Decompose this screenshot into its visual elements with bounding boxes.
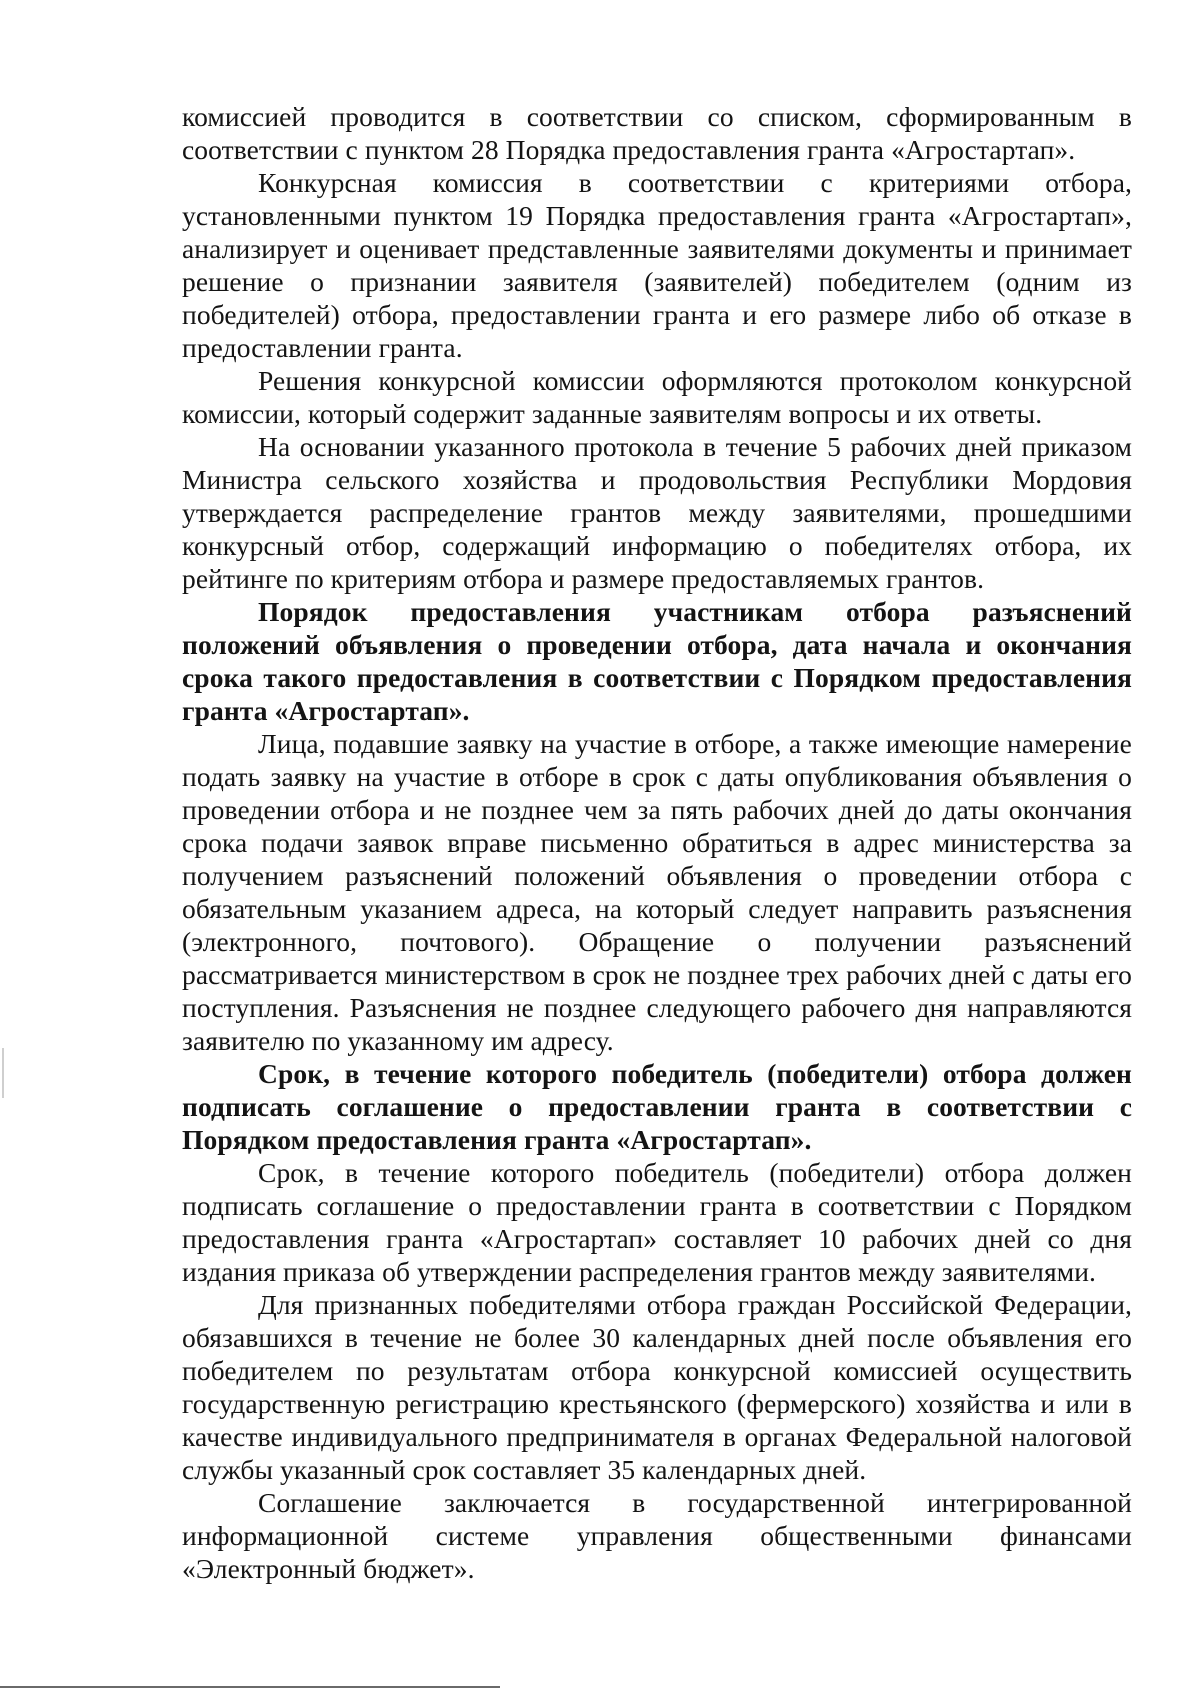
paragraph-clarification-requests: Лица, подавшие заявку на участие в отборе, а также имеющие намерение подать заявку на участие в отборе в срок с даты опубликования объявления о проведении отбора и не позднее чем за пять рабочих дней до даты окончания срока подачи заявок вправе письменно обратиться в адрес министерства за получением разъяснений положений объявления о проведении отбора с обязательным указанием адреса, на который следует направить разъяснения (электронного, почтового). Обращение о получении разъяснений рассматривается министерством в срок не позднее трех рабочих дней с даты его поступления. Разъяснения не позднее следующего рабочего дня направляются заявителю по указанному им адресу.	[182, 728, 1132, 1056]
paragraph-commission-criteria: Конкурсная комиссия в соответствии с критериями отбора, установленными пунктом 19 Порядка предоставления гранта «Агростартап», анализирует и оценивает представленные заявителями документы и принимает решение о признании заявителя (заявителей) победителем (одним из победителей) отбора, предоставлении гранта и его размере либо об отказе в предоставлении гранта.	[182, 167, 1132, 363]
section-heading-agreement-deadline: Срок, в течение которого победитель (победители) отбора должен подписать соглашение о предоставлении гранта в соответствии с Порядком предоставления гранта «Агростартап».	[182, 1058, 1132, 1155]
paragraph-registration-deadline: Для признанных победителями отбора граждан Российской Федерации, обязавшихся в течение не более 30 календарных дней после объявления его победителем по результатам отбора конкурсной комиссией осуществить государственную регистрацию крестьянского (фермерского) хозяйства и или в качестве индивидуального предпринимателя в органах Федеральной налоговой службы указанный срок составляет 35 календарных дней.	[182, 1289, 1132, 1485]
bottom-divider	[0, 1686, 500, 1688]
paragraph-commission-decisions: Решения конкурсной комиссии оформляются протоколом конкурсной комиссии, который содержит заданные заявителям вопросы и их ответы.	[182, 365, 1132, 429]
paragraph-protocol-distribution: На основании указанного протокола в течение 5 рабочих дней приказом Министра сельского хозяйства и продовольствия Республики Мордовия утверждается распределение грантов между заявителями, прошедшими конкурсный отбор, содержащий информацию о победителях отбора, их рейтинге по критериям отбора и размере предоставляемых грантов.	[182, 431, 1132, 594]
section-heading-clarifications: Порядок предоставления участникам отбора разъяснений положений объявления о проведении отбора, дата начала и окончания срока такого предоставления в соответствии с Порядком предоставления гранта «Агростартап».	[182, 596, 1132, 726]
paragraph-agreement-deadline: Срок, в течение которого победитель (победители) отбора должен подписать соглашение о предоставлении гранта в соответствии с Порядком предоставления гранта «Агростартап» составляет 10 рабочих дней со дня издания приказа об утверждении распределения грантов между заявителями.	[182, 1157, 1132, 1287]
document-page	[182, 100, 1132, 1585]
paragraph-continuation: комиссией проводится в соответствии со списком, сформированным в соответствии с пунктом 28 Порядка предоставления гранта «Агростартап».	[182, 101, 1132, 165]
paragraph-electronic-budget: Соглашение заключается в государственной интегрированной информационной системе управления общественными финансами «Электронный бюджет».	[182, 1487, 1132, 1584]
scan-edge-mark	[2, 1048, 4, 1098]
